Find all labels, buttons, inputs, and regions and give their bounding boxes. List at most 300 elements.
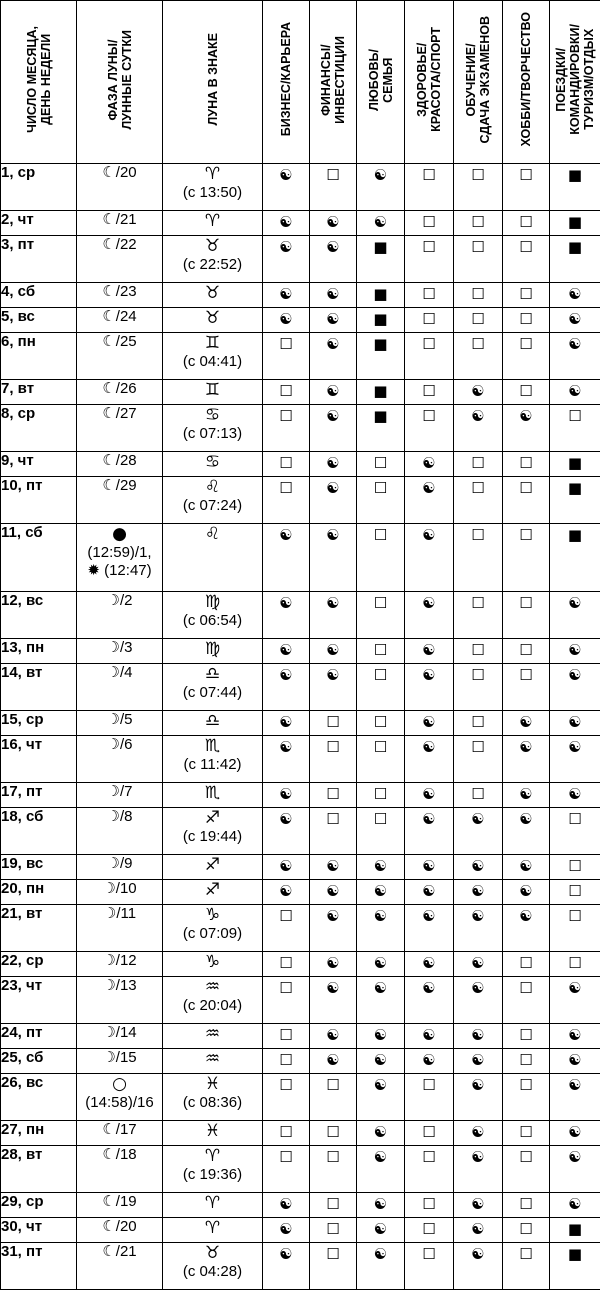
zodiac-sign-icon: ♓ (204, 1073, 221, 1094)
rating-business (263, 1217, 310, 1242)
sign-entry-time: (с 07:44) (182, 683, 243, 701)
rating-business (263, 282, 310, 307)
filled-square-icon: ■ (373, 238, 388, 256)
day-cell: 20, пн (1, 879, 77, 904)
empty-square-icon: ☐ (519, 1194, 533, 1213)
filled-square-icon: ■ (373, 407, 388, 426)
yin-yang-icon: ☯ (568, 310, 582, 328)
rating-finance (310, 380, 357, 405)
empty-square-icon: ☐ (519, 953, 533, 972)
yin-yang-icon: ☯ (326, 382, 340, 400)
sign-entry-time: (с 06:54) (182, 611, 243, 629)
rating-hobby (503, 477, 550, 524)
yin-yang-icon: ☯ (568, 640, 582, 659)
empty-square-icon: ☐ (519, 1122, 533, 1141)
empty-square-icon: ☐ (279, 1025, 293, 1044)
rating-travel (550, 638, 600, 663)
moon-phase-cell (77, 308, 163, 333)
rating-travel (550, 1192, 600, 1217)
moon-phase-value: ☽/11 (102, 904, 137, 922)
header-health: ЗДОРОВЬЕ/ КРАСОТА/СПОРТ (405, 1, 454, 164)
moon-phase-cell (77, 807, 163, 854)
empty-square-icon: ☐ (326, 1244, 340, 1263)
rating-finance (310, 308, 357, 333)
moon-sign-cell (163, 452, 263, 477)
moon-sign-cell (163, 282, 263, 307)
moon-sign-cell (163, 1145, 263, 1192)
yin-yang-icon: ☯ (326, 1025, 340, 1044)
yin-yang-icon: ☯ (373, 1122, 388, 1141)
table-row (1, 164, 600, 211)
rating-hobby (503, 904, 550, 951)
day-cell: 12, вс (1, 591, 77, 638)
yin-yang-icon: ☯ (471, 881, 485, 900)
day-cell: 17, пт (1, 782, 77, 807)
rating-education (454, 807, 503, 854)
rating-love (357, 405, 405, 452)
rating-hobby (503, 1120, 550, 1145)
moon-phase-cell (77, 663, 163, 710)
rating-business (263, 879, 310, 904)
rating-travel (550, 879, 600, 904)
rating-love (357, 308, 405, 333)
sign-entry-time: (с 11:42) (183, 755, 242, 773)
empty-square-icon: ☐ (471, 284, 485, 303)
empty-square-icon: ☐ (422, 310, 436, 328)
rating-hobby (503, 236, 550, 283)
table-row (1, 1242, 600, 1289)
moon-phase-cell (77, 477, 163, 524)
rating-hobby (503, 282, 550, 307)
rating-business (263, 1192, 310, 1217)
rating-health (405, 380, 454, 405)
rating-health (405, 1120, 454, 1145)
yin-yang-icon: ☯ (422, 978, 436, 997)
filled-square-icon: ■ (373, 335, 388, 354)
table-row (1, 405, 600, 452)
moon-sign-cell (163, 1242, 263, 1289)
empty-square-icon: ☐ (471, 784, 485, 803)
moon-sign-cell (163, 663, 263, 710)
yin-yang-icon: ☯ (568, 1122, 582, 1141)
moon-phase-time: (14:58)/16 (85, 1093, 154, 1111)
rating-business (263, 976, 310, 1023)
day-cell: 29, ср (1, 1192, 77, 1217)
yin-yang-icon: ☯ (279, 1194, 293, 1213)
header-love: ЛЮБОВЬ/ СЕМЬЯ (357, 1, 405, 164)
moon-phase-value: ☽/14 (102, 1023, 137, 1041)
moon-sign-cell (163, 333, 263, 380)
yin-yang-icon: ☯ (326, 238, 340, 256)
rating-hobby (503, 1048, 550, 1073)
zodiac-sign-icon: ♌ (204, 477, 221, 498)
moon-phase-value: ☾/20 (102, 164, 137, 181)
rating-education (454, 879, 503, 904)
yin-yang-icon: ☯ (326, 454, 340, 472)
zodiac-sign-icon: ♍ (204, 591, 221, 612)
rating-love (357, 638, 405, 663)
day-cell: 22, ср (1, 951, 77, 976)
rating-love (357, 663, 405, 710)
empty-square-icon: ☐ (422, 1194, 436, 1213)
rating-hobby (503, 1217, 550, 1242)
yin-yang-icon: ☯ (279, 166, 293, 184)
empty-square-icon: ☐ (568, 953, 582, 972)
filled-square-icon: ■ (567, 166, 583, 184)
moon-phase-cell (77, 1073, 163, 1120)
yin-yang-icon: ☯ (326, 407, 340, 426)
yin-yang-icon: ☯ (279, 712, 293, 731)
rating-travel (550, 710, 600, 735)
moon-phase-cell (77, 591, 163, 638)
rating-love (357, 452, 405, 477)
empty-square-icon: ☐ (279, 407, 293, 426)
yin-yang-icon: ☯ (373, 1050, 388, 1069)
day-cell: 16, чт (1, 735, 77, 782)
rating-education (454, 405, 503, 452)
empty-square-icon: ☐ (373, 454, 388, 472)
rating-hobby (503, 782, 550, 807)
empty-square-icon: ☐ (568, 809, 582, 828)
day-cell: 28, вт (1, 1145, 77, 1192)
moon-sign-cell (163, 951, 263, 976)
day-cell: 11, сб (1, 524, 77, 592)
day-cell: 6, пн (1, 333, 77, 380)
yin-yang-icon: ☯ (326, 284, 340, 303)
rating-health (405, 782, 454, 807)
moon-sign-cell (163, 164, 263, 211)
rating-health (405, 333, 454, 380)
rating-business (263, 210, 310, 235)
rating-health (405, 951, 454, 976)
yin-yang-icon: ☯ (422, 593, 436, 612)
yin-yang-icon: ☯ (279, 1244, 293, 1263)
moon-phase-value: ☽/10 (102, 879, 137, 897)
yin-yang-icon: ☯ (326, 479, 340, 498)
zodiac-sign-icon: ♒ (204, 1023, 221, 1044)
rating-finance (310, 1023, 357, 1048)
rating-travel (550, 735, 600, 782)
zodiac-sign-icon: ♒ (204, 1048, 221, 1069)
rating-business (263, 380, 310, 405)
yin-yang-icon: ☯ (373, 166, 388, 184)
yin-yang-icon: ☯ (568, 1025, 582, 1044)
moon-phase-value: ☾/28 (102, 452, 137, 469)
rating-education (454, 591, 503, 638)
empty-square-icon: ☐ (471, 479, 485, 498)
empty-square-icon: ☐ (471, 665, 485, 684)
rating-love (357, 1120, 405, 1145)
day-cell: 30, чт (1, 1217, 77, 1242)
table-row (1, 524, 600, 592)
rating-finance (310, 951, 357, 976)
day-cell: 24, пт (1, 1023, 77, 1048)
table-row (1, 308, 600, 333)
table-row (1, 904, 600, 951)
moon-phase-value: ☽/4 (106, 663, 133, 681)
sign-entry-time: (с 04:28) (182, 1262, 243, 1280)
rating-business (263, 1145, 310, 1192)
empty-square-icon: ☐ (279, 1147, 293, 1166)
empty-square-icon: ☐ (373, 640, 388, 659)
rating-education (454, 1048, 503, 1073)
moon-phase-cell (77, 452, 163, 477)
empty-square-icon: ☐ (279, 1122, 293, 1141)
rating-business (263, 308, 310, 333)
rating-business (263, 807, 310, 854)
rating-love (357, 1073, 405, 1120)
yin-yang-icon: ☯ (373, 906, 388, 925)
sign-entry-time: (с 07:24) (182, 497, 243, 515)
empty-square-icon: ☐ (519, 310, 533, 328)
yin-yang-icon: ☯ (279, 526, 293, 544)
rating-travel (550, 663, 600, 710)
moon-phase-value: ☽/8 (106, 807, 133, 825)
empty-square-icon: ☐ (471, 454, 485, 472)
rating-health (405, 638, 454, 663)
moon-phase-value: ☾/24 (102, 308, 137, 325)
yin-yang-icon: ☯ (422, 712, 436, 731)
yin-yang-icon: ☯ (373, 1075, 388, 1094)
yin-yang-icon: ☯ (519, 809, 533, 828)
table-row (1, 1217, 600, 1242)
moon-sign-cell (163, 976, 263, 1023)
table-row (1, 282, 600, 307)
empty-square-icon: ☐ (519, 238, 533, 256)
empty-square-icon: ☐ (422, 284, 436, 303)
day-cell: 18, сб (1, 807, 77, 854)
empty-square-icon: ☐ (373, 665, 388, 684)
rating-hobby (503, 333, 550, 380)
day-cell: 4, сб (1, 282, 77, 307)
table-row (1, 452, 600, 477)
moon-phase-time: (12:59)/1, ✹ (12:47) (87, 544, 152, 579)
rating-hobby (503, 854, 550, 879)
rating-health (405, 1242, 454, 1289)
yin-yang-icon: ☯ (373, 1025, 388, 1044)
yin-yang-icon: ☯ (326, 526, 340, 544)
yin-yang-icon: ☯ (422, 640, 436, 659)
empty-square-icon: ☐ (422, 1075, 436, 1094)
rating-love (357, 1217, 405, 1242)
day-cell: 27, пн (1, 1120, 77, 1145)
moon-sign-cell (163, 782, 263, 807)
moon-phase-value: ○ (112, 1073, 127, 1094)
empty-square-icon: ☐ (373, 593, 388, 612)
moon-phase-cell (77, 710, 163, 735)
yin-yang-icon: ☯ (568, 665, 582, 684)
moon-sign-cell (163, 591, 263, 638)
day-cell: 7, вт (1, 380, 77, 405)
zodiac-sign-icon: ♈ (204, 210, 221, 231)
day-cell: 13, пн (1, 638, 77, 663)
moon-sign-cell (163, 879, 263, 904)
rating-hobby (503, 380, 550, 405)
day-cell: 9, чт (1, 452, 77, 477)
rating-travel (550, 164, 600, 211)
day-cell: 14, вт (1, 663, 77, 710)
rating-travel (550, 524, 600, 592)
yin-yang-icon: ☯ (279, 238, 293, 256)
moon-phase-cell (77, 405, 163, 452)
yin-yang-icon: ☯ (326, 906, 340, 925)
rating-hobby (503, 807, 550, 854)
header-day: ЧИСЛО МЕСЯЦА, ДЕНЬ НЕДЕЛИ (1, 1, 77, 164)
zodiac-sign-icon: ♎ (204, 663, 221, 684)
rating-health (405, 1023, 454, 1048)
empty-square-icon: ☐ (422, 212, 436, 231)
day-cell: 19, вс (1, 854, 77, 879)
rating-business (263, 782, 310, 807)
table-row (1, 879, 600, 904)
yin-yang-icon: ☯ (568, 712, 582, 731)
empty-square-icon: ☐ (326, 166, 340, 184)
sign-entry-time: (с 13:50) (182, 184, 243, 201)
rating-education (454, 282, 503, 307)
moon-phase-value: ☽/2 (106, 591, 133, 609)
rating-love (357, 807, 405, 854)
sign-entry-time: (с 07:09) (182, 924, 243, 942)
rating-love (357, 164, 405, 211)
zodiac-sign-icon: ♉ (204, 308, 221, 328)
empty-square-icon: ☐ (373, 809, 388, 828)
rating-health (405, 1048, 454, 1073)
zodiac-sign-icon: ♏ (204, 735, 221, 756)
empty-square-icon: ☐ (326, 737, 340, 756)
moon-phase-value: ☾/29 (102, 477, 137, 495)
yin-yang-icon: ☯ (373, 978, 388, 997)
zodiac-sign-icon: ♓ (204, 1120, 221, 1141)
yin-yang-icon: ☯ (279, 640, 293, 659)
rating-health (405, 524, 454, 592)
rating-finance (310, 854, 357, 879)
yin-yang-icon: ☯ (373, 1194, 388, 1213)
yin-yang-icon: ☯ (422, 953, 436, 972)
rating-business (263, 710, 310, 735)
empty-square-icon: ☐ (326, 1219, 340, 1238)
moon-phase-cell (77, 1120, 163, 1145)
rating-education (454, 164, 503, 211)
moon-sign-cell (163, 1073, 263, 1120)
empty-square-icon: ☐ (279, 1050, 293, 1069)
yin-yang-icon: ☯ (568, 593, 582, 612)
empty-square-icon: ☐ (279, 479, 293, 498)
rating-hobby (503, 1192, 550, 1217)
zodiac-sign-icon: ♍ (204, 638, 221, 659)
yin-yang-icon: ☯ (568, 335, 582, 354)
rating-health (405, 879, 454, 904)
yin-yang-icon: ☯ (568, 1147, 582, 1166)
moon-phase-cell (77, 333, 163, 380)
yin-yang-icon: ☯ (519, 856, 533, 875)
moon-phase-value: ☾/21 (102, 210, 137, 228)
filled-square-icon: ■ (567, 238, 583, 256)
table-row (1, 638, 600, 663)
rating-health (405, 976, 454, 1023)
zodiac-sign-icon: ♐ (204, 807, 221, 828)
yin-yang-icon: ☯ (519, 712, 533, 731)
moon-phase-cell (77, 638, 163, 663)
zodiac-sign-icon: ♑ (204, 904, 221, 925)
yin-yang-icon: ☯ (568, 1075, 582, 1094)
filled-square-icon: ■ (567, 212, 583, 231)
empty-square-icon: ☐ (422, 1122, 436, 1141)
table-row (1, 735, 600, 782)
header-travel: ПОЕЗДКИ/ КОМАНДИРОВКИ/ ТУРИЗМ/ОТДЫХ (550, 1, 600, 164)
yin-yang-icon: ☯ (471, 1219, 485, 1238)
day-cell: 21, вт (1, 904, 77, 951)
yin-yang-icon: ☯ (326, 881, 340, 900)
rating-health (405, 477, 454, 524)
yin-yang-icon: ☯ (471, 809, 485, 828)
empty-square-icon: ☐ (519, 640, 533, 659)
moon-sign-cell (163, 210, 263, 235)
yin-yang-icon: ☯ (568, 737, 582, 756)
yin-yang-icon: ☯ (471, 1122, 485, 1141)
empty-square-icon: ☐ (471, 712, 485, 731)
rating-education (454, 904, 503, 951)
zodiac-sign-icon: ♈ (204, 1217, 221, 1238)
rating-finance (310, 710, 357, 735)
rating-finance (310, 1217, 357, 1242)
table-row (1, 1073, 600, 1120)
moon-phase-cell (77, 1242, 163, 1289)
moon-phase-cell (77, 236, 163, 283)
rating-hobby (503, 663, 550, 710)
empty-square-icon: ☐ (568, 906, 582, 925)
rating-travel (550, 976, 600, 1023)
rating-business (263, 951, 310, 976)
rating-business (263, 638, 310, 663)
header-hobby: ХОББИ/ТВОРЧЕСТВО (503, 1, 550, 164)
day-cell: 5, вс (1, 308, 77, 333)
empty-square-icon: ☐ (519, 166, 533, 184)
yin-yang-icon: ☯ (519, 737, 533, 756)
rating-business (263, 236, 310, 283)
moon-sign-cell (163, 854, 263, 879)
rating-love (357, 524, 405, 592)
empty-square-icon: ☐ (279, 1075, 293, 1094)
rating-finance (310, 282, 357, 307)
rating-hobby (503, 735, 550, 782)
rating-finance (310, 210, 357, 235)
rating-travel (550, 1145, 600, 1192)
rating-finance (310, 1048, 357, 1073)
rating-love (357, 1192, 405, 1217)
zodiac-sign-icon: ♈ (204, 1145, 221, 1166)
header-row (1, 1, 600, 164)
day-cell: 31, пт (1, 1242, 77, 1289)
yin-yang-icon: ☯ (326, 978, 340, 997)
rating-travel (550, 1120, 600, 1145)
yin-yang-icon: ☯ (422, 856, 436, 875)
yin-yang-icon: ☯ (326, 1050, 340, 1069)
empty-square-icon: ☐ (568, 856, 582, 875)
empty-square-icon: ☐ (279, 906, 293, 925)
moon-phase-value: ☾/22 (102, 236, 137, 253)
yin-yang-icon: ☯ (471, 1194, 485, 1213)
day-cell: 15, ср (1, 710, 77, 735)
zodiac-sign-icon: ♒ (204, 976, 221, 997)
moon-phase-cell (77, 282, 163, 307)
moon-sign-cell (163, 1192, 263, 1217)
zodiac-sign-icon: ♏ (204, 782, 221, 803)
yin-yang-icon: ☯ (326, 856, 340, 875)
rating-education (454, 452, 503, 477)
moon-sign-cell (163, 1217, 263, 1242)
rating-hobby (503, 1073, 550, 1120)
empty-square-icon: ☐ (373, 526, 388, 544)
